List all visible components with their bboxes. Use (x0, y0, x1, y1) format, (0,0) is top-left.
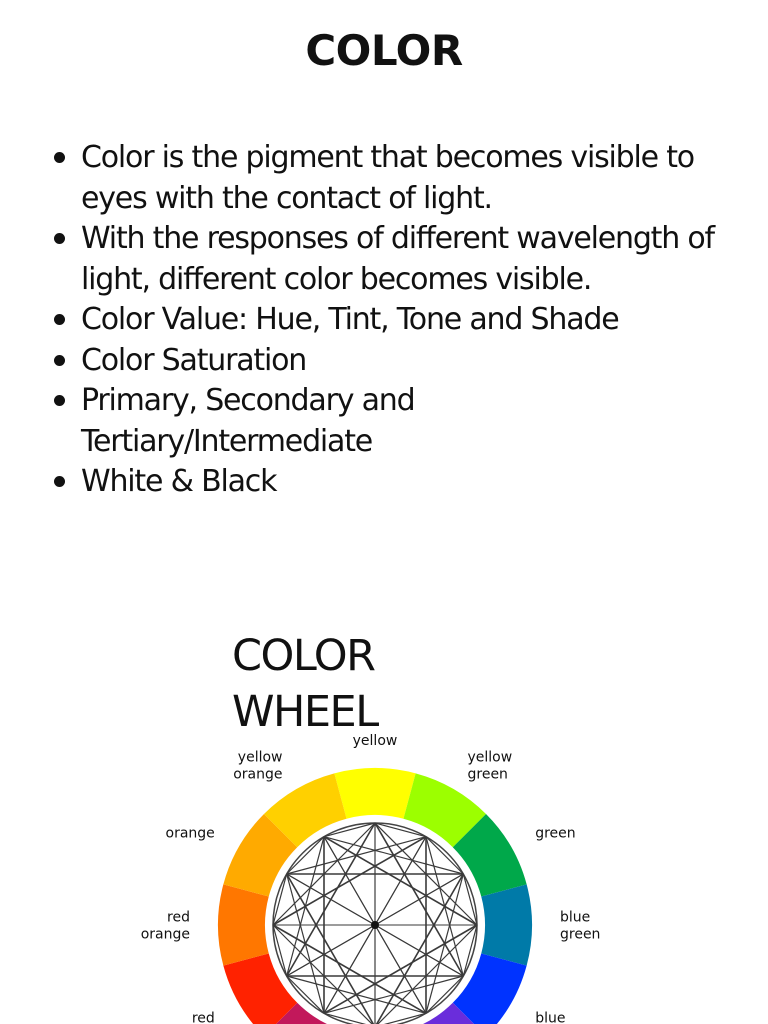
wheel-label-green: green (535, 825, 576, 842)
bullet-text: Primary, Secondary and Tertiary/Intermediate (81, 383, 415, 459)
bullet-text: Color Value: Hue, Tint, Tone and Shade (81, 302, 619, 337)
wheel-label-yellow-orange: yellow (237, 749, 283, 766)
wheel-label-yellow: yellow (352, 733, 398, 749)
wheel-label-yellow-green: green (467, 766, 508, 783)
wheel-label-orange: orange (165, 825, 215, 842)
bullet-text: Color Saturation (81, 342, 307, 378)
wheel-label-red: red (191, 1010, 215, 1024)
wheel-label-blue-green: green (560, 926, 601, 943)
wheel-label-red-orange: red (167, 909, 190, 926)
wheel-label-yellow-green: yellow (467, 749, 513, 766)
page-title: COLOR (305, 26, 463, 75)
wheel-label-blue-green: blue (560, 909, 591, 926)
wheel-label-red-orange: orange (140, 926, 190, 943)
star-center (371, 921, 379, 929)
wheel-segment-blue-green (481, 884, 532, 965)
bullet-text: Color is the pigment that becomes visible to eyes with the contact of light. (81, 140, 694, 216)
bullet-text: With the responses of different wavelength of light, different color becomes visible. (81, 221, 714, 297)
color-wheel-title-line: WHEEL (232, 687, 378, 737)
wheel-segment-yellow (334, 768, 415, 819)
wheel-label-blue: blue (535, 1010, 566, 1024)
wheel-segment-red-orange (218, 884, 269, 965)
bullet-text: White & Black (81, 464, 277, 499)
wheel-label-yellow-orange: orange (233, 766, 283, 783)
color-wheel-title-line: COLOR (232, 631, 375, 681)
